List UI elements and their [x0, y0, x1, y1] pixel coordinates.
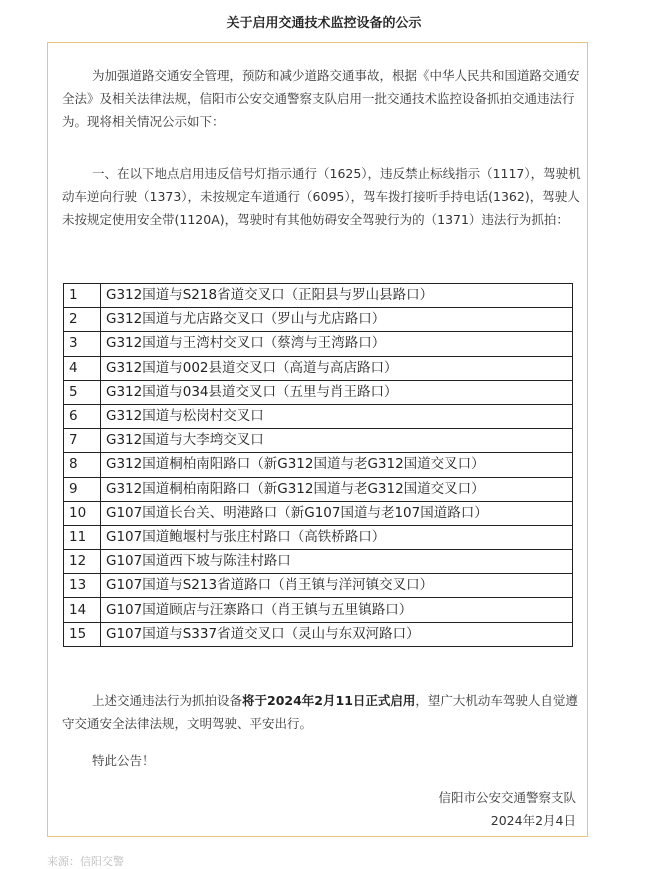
table-row	[64, 477, 573, 501]
table-row	[64, 308, 573, 332]
row-number: 3	[64, 332, 101, 356]
row-number: 9	[64, 477, 101, 501]
table-row	[64, 284, 573, 308]
table-row	[64, 550, 573, 574]
location-name: G107国道西下坡与陈洼村路口	[101, 550, 573, 574]
row-number: 11	[64, 525, 101, 549]
table-row	[64, 501, 573, 525]
location-name: G312国道与034县道交叉口（五里与肖王路口）	[101, 380, 573, 404]
page-title: 关于启用交通技术监控设备的公示	[226, 16, 422, 31]
location-name: G312国道与松岗村交叉口	[101, 404, 573, 428]
signature-date: 2024年2月4日	[490, 813, 576, 828]
location-name: G312国道与大李塆交叉口	[101, 429, 573, 453]
table-row	[64, 332, 573, 356]
source-footer: 来源：信阳交警	[47, 855, 124, 868]
location-name: G312国道桐柏南阳路口（新G312国道与老G312国道交叉口）	[101, 477, 573, 501]
row-number: 1	[64, 284, 101, 308]
location-name: G312国道桐柏南阳路口（新G312国道与老G312国道交叉口）	[101, 453, 573, 477]
table-row	[64, 525, 573, 549]
location-name: G107国道顾店与汪寨路口（肖王镇与五里镇路口）	[101, 598, 573, 622]
location-name: G107国道与S337省道交叉口（灵山与东双河路口）	[101, 622, 573, 646]
table-row	[64, 622, 573, 646]
location-name: G312国道与尤店路交叉口（罗山与尤店路口）	[101, 308, 573, 332]
table-row	[64, 574, 573, 598]
intro-paragraph: 为加强道路交通安全管理，预防和减少道路交通事故，根据《中华人民共和国道路交通安全法》及相关法律法规，信阳市公安交通警察支队启用一批交通技术监控设备抓拍交通违法行为。现将相关情况公示如下：	[62, 68, 580, 129]
row-number: 12	[64, 550, 101, 574]
row-number: 4	[64, 356, 101, 380]
location-name: G312国道与S218省道交叉口（正阳县与罗山县路口）	[101, 284, 573, 308]
table-row	[64, 356, 573, 380]
row-number: 14	[64, 598, 101, 622]
row-number: 5	[64, 380, 101, 404]
effective-date-text: 将于2024年2月11日正式启用	[242, 693, 416, 708]
row-number: 7	[64, 429, 101, 453]
row-number: 15	[64, 622, 101, 646]
closing-text-after: ，望广大机动车驾驶人自觉遵守交通安全法律法规，文明驾驶、平安出行。	[62, 693, 578, 731]
notice-end: 特此公告！	[92, 753, 155, 768]
row-number: 8	[64, 453, 101, 477]
table-row	[64, 598, 573, 622]
row-number: 6	[64, 404, 101, 428]
location-name: G312国道与王湾村交叉口（蔡湾与王湾路口）	[101, 332, 573, 356]
location-name: G107国道与S213省道路口（肖王镇与洋河镇交叉口）	[101, 574, 573, 598]
location-name: G107国道长台关、明港路口（新G107国道与老107国道路口）	[101, 501, 573, 525]
locations-table	[63, 283, 573, 647]
signature-org: 信阳市公安交通警察支队	[438, 790, 576, 805]
row-number: 10	[64, 501, 101, 525]
table-row	[64, 453, 573, 477]
closing-text-before: 上述交通违法行为抓拍设备	[92, 693, 243, 708]
row-number: 13	[64, 574, 101, 598]
closing-paragraph	[62, 689, 582, 735]
location-name: G312国道与002县道交叉口（高道与高店路口）	[101, 356, 573, 380]
table-row	[64, 404, 573, 428]
section-one-paragraph: 一、在以下地点启用违反信号灯指示通行（1625），违反禁止标线指示（1117），驾驶机动车逆向行驶（1373），未按规定车道通行（6095），驾车拨打接听手持电话(1362)，驾驶人未按规定使用安全带(1120A)，驾驶时有其他妨碍安全驾驶行为的（1371）违法行为抓拍：	[62, 166, 581, 227]
table-row	[64, 380, 573, 404]
row-number: 2	[64, 308, 101, 332]
table-row	[64, 429, 573, 453]
location-name: G107国道鲍堰村与张庄村路口（高铁桥路口）	[101, 525, 573, 549]
